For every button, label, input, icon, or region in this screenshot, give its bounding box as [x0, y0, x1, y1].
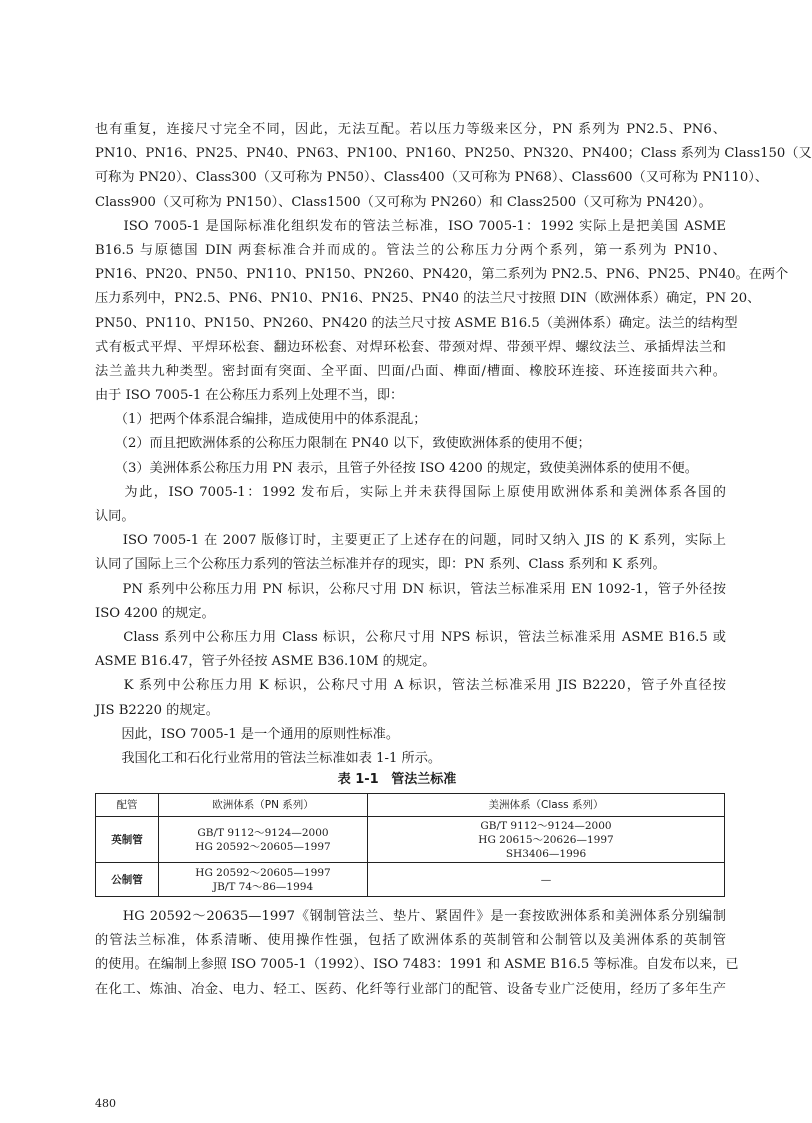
header-american: 美洲体系（Class 系列）: [368, 794, 725, 817]
text-line: HG 20592～20635—1997《钢制管法兰、垫片、紧固件》是一套按欧洲体系和美洲体系分别编制: [95, 909, 726, 924]
table-header-row: [96, 794, 725, 817]
text-line: 式有板式平焊、平焊环松套、翻边环松套、对焊环松套、带颈对焊、带颈平焊、螺纹法兰、承插焊法兰和: [95, 339, 726, 355]
table-row: [96, 863, 725, 897]
american-cell: [368, 863, 725, 897]
text-line: 的管法兰标准，体系清晰、使用操作性强，包括了欧洲体系的英制管和公制管以及美洲体系的英制管: [95, 933, 726, 949]
text-line: Class 系列中公称压力用 Class 标识，公称尺寸用 NPS 标识，管法兰标准采用 ASME B16.5 或: [95, 629, 726, 645]
text-line: （2）而且把欧洲体系的公称压力限制在 PN40 以下，致使欧洲体系的使用不便；: [95, 436, 591, 452]
text-line: 压力系列中，PN2.5、PN6、PN10、PN16、PN25、PN40 的法兰尺寸按照 DIN（欧洲体系）确定，PN 20、: [95, 291, 761, 307]
text-line: ISO 7005-1 在 2007 版修订时，主要更正了上述存在的问题，同时又纳入 JIS 的 K 系列，实际上: [95, 533, 726, 549]
text-line: 为此，ISO 7005-1：1992 发布后，实际上并未获得国际上原使用欧洲体系和美洲体系各国的: [95, 484, 726, 500]
table-caption-title: 管法兰标准: [391, 772, 457, 787]
table-row: [96, 817, 725, 863]
text-line: B16.5 与原德国 DIN 两套标准合并而成的。管法兰的公称压力分两个系列，第一系列为 PN10、: [95, 242, 726, 258]
header-european: 欧洲体系（PN 系列）: [159, 794, 368, 817]
text-line: ISO 7005-1 是国际标准化组织发布的管法兰标准，ISO 7005-1：1992 实际上是把美国 ASME: [95, 218, 726, 234]
text-line: 的使用。在编制上参照 ISO 7005-1（1992）、ISO 7483：1991 和 ASME B16.5 等标准。自发布以来，已: [95, 957, 739, 973]
text-line: ASME B16.47，管子外径按 ASME B36.10M 的规定。: [95, 654, 436, 670]
pipe-type-cell: 英制管: [96, 817, 159, 863]
text-line: JIS B2220 的规定。: [95, 702, 219, 718]
closing-text: [95, 905, 739, 1002]
text-line: 法兰盖共九种类型。密封面有突面、全平面、凹面/凸面、榫面/槽面、橡胶环连接、环连接面共六种。: [95, 363, 726, 379]
text-line: （1）把两个体系混合编排，造成使用中的体系混乱；: [95, 412, 427, 428]
table-caption-number: 表 1-1: [337, 772, 379, 787]
american-cell: [368, 817, 725, 863]
text-line: 我国化工和石化行业常用的管法兰标准如表 1-1 所示。: [95, 750, 442, 766]
text-line: PN 系列中公称压力用 PN 标识，公称尺寸用 DN 标识，管法兰标准采用 EN 1092-1，管子外径按: [95, 581, 726, 597]
standard-code: HG 20615～20626—1997: [478, 833, 614, 846]
text-line: PN10、PN16、PN25、PN40、PN63、PN100、PN160、PN250、PN320、PN400；Class 系列为 Class150（又: [95, 146, 812, 162]
european-cell: [159, 817, 368, 863]
text-line: 可称为 PN20）、Class300（又可称为 PN50）、Class400（又可称为 PN68）、Class600（又可称为 PN110）、: [95, 170, 769, 186]
text-line: （3）美洲体系公称压力用 PN 表示，且管子外径按 ISO 4200 的规定，致使美洲体系的使用不便。: [95, 460, 698, 476]
european-cell: [159, 863, 368, 897]
body-text: [95, 118, 812, 771]
table-caption: [0, 768, 794, 787]
text-line: 认同了国际上三个公称压力系列的管法兰标准并存的现实，即：PN 系列、Class 系列和 K 系列。: [95, 557, 666, 573]
text-line: 认同。: [95, 509, 135, 524]
header-pipe: 配管: [96, 794, 159, 817]
pipe-type-cell: 公制管: [96, 863, 159, 897]
standard-code: SH3406—1996: [505, 847, 587, 860]
text-line: PN16、PN20、PN50、PN110、PN150、PN260、PN420，第二系列为 PN2.5、PN6、PN25、PN40。在两个: [95, 267, 789, 283]
standard-code: HG 20592～20605—1997: [195, 840, 331, 853]
text-line: 因此，ISO 7005-1 是一个通用的原则性标准。: [95, 726, 400, 742]
text-line: 也有重复，连接尺寸完全不同，因此，无法互配。若以压力等级来区分，PN 系列为 PN2.5、PN6、: [95, 122, 726, 137]
flange-standards-table: [95, 793, 725, 897]
page-number: 480: [95, 1097, 116, 1110]
text-line: 在化工、炼油、冶金、电力、轻工、医药、化纤等行业部门的配管、设备专业广泛使用，经历了多年生产: [95, 981, 726, 997]
text-line: PN50、PN110、PN150、PN260、PN420 的法兰尺寸按 ASME B16.5（美洲体系）确定。法兰的结构型: [95, 315, 738, 331]
standard-code: GB/T 9112～9124—2000: [480, 819, 612, 832]
text-line: ISO 4200 的规定。: [95, 605, 215, 621]
standard-code: JB/T 74～86—1994: [212, 880, 314, 893]
standard-code: HG 20592～20605—1997: [195, 866, 331, 879]
text-line: K 系列中公称压力用 K 标识，公称尺寸用 A 标识，管法兰标准采用 JIS B2220，管子外直径按: [95, 678, 726, 694]
text-line: 由于 ISO 7005-1 在公称压力系列上处理不当，即：: [95, 388, 404, 404]
empty-dash: —: [540, 873, 552, 886]
text-line: Class900（又可称为 PN150）、Class1500（又可称为 PN260）和 Class2500（又可称为 PN420）。: [95, 194, 712, 210]
standard-code: GB/T 9112～9124—2000: [197, 826, 329, 839]
